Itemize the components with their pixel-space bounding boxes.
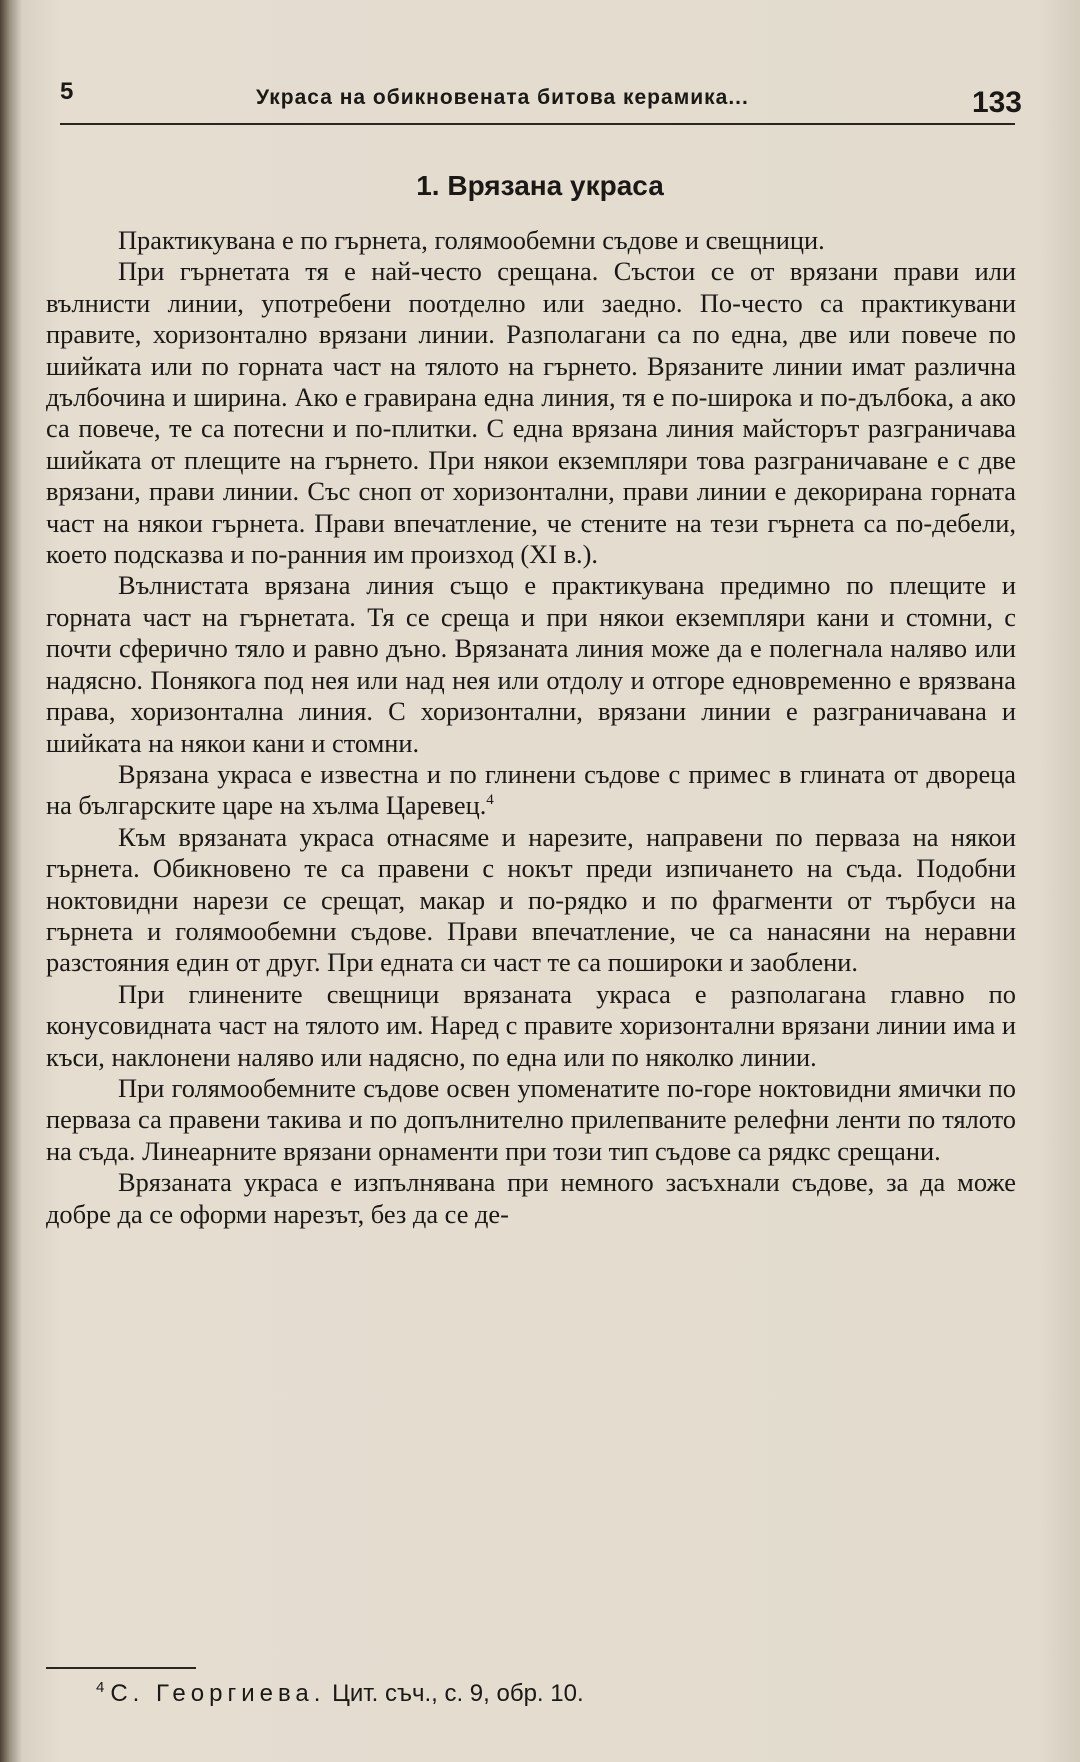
footnote <box>96 1680 584 1708</box>
body-text <box>46 225 1016 1230</box>
footnote-author: С. Георгиева. <box>110 1680 326 1707</box>
paragraph: При гърнетата тя е най-често срещана. Състои се от врязани прави или вълнисти линии, употребени поотделно или заедно. По-често са практикувани правите, хоризонтално врязани линии. Разполагани са по една, две или повече по шийката или по горната част на тялото на гърнето. Врязаните линии имат различна дълбочина и ширина. Ако е гравирана една линия, тя е по-широка и по-дълбока, а ако са повече, те са потесни и по-плитки. С една врязана линия майсторът разграничава шийката от плещите на гърнето. При някои екземпляри това разграничаване е с две врязани, прави линии. Със сноп от хоризонтални, прави линии е декорирана горната част на някои гърнета. Прави впечатление, че стените на тези гърнета са по-дебели, което подсказва и по-ранния им произход (XI в.). <box>46 256 1016 570</box>
paragraph <box>46 759 1016 822</box>
footnote-number: 4 <box>96 1679 105 1696</box>
paragraph: Вълнистата врязана линия също е практикувана предимно по плещите и горната част на гърнетата. Тя се среща и при някои екземпляри кани и стомни, с почти сферично тяло и равно дъно. Врязаната линия може да е полегнала наляво или надясно. Понякога под нея или над нея или отдолу и отгоре едновременно е врязвана права, хоризонтална линия. С хоризонтални, врязани линии е разграничавана и шийката на някои кани и стомни. <box>46 570 1016 758</box>
paragraph: Практикувана е по гърнета, голямообемни съдове и свещници. <box>118 225 825 255</box>
page-number: 133 <box>971 86 1022 119</box>
paragraph: При глинените свещници врязаната украса е разполагана главно по конусовидната част на тялото им. Наред с правите хоризонтални врязани линии има и къси, наклонени наляво или надясно, по една или по няколко линии. <box>46 978 1016 1072</box>
paragraph: Към врязаната украса отнасяме и нарезите, направени по перваза на някои гърнета. Обикновено те са правени с нокът преди изпичането на съда. Подобни ноктовидни нарези се срещат, макар и по-рядко и по фрагменти от търбуси на гърнета и голямообемни съдове. Прави впечатление, че са нанасяни на неравни разстояния един от друг. При едната си част те са поширoки и заоблени. <box>46 821 1016 978</box>
paragraph-text: Врязана украса е известна и по глинени съдове с примес в глината от двореца на българските царе на хълма Царевец. <box>46 758 1016 821</box>
running-title: Украса на обикновената битова керамика... <box>256 86 749 109</box>
section-title: 1. Врязана украса <box>416 170 664 201</box>
paragraph: При голямообемните съдове освен упоменатите по-горе ноктовидни ямички по перваза са правени такива и по допълнително прилепваните релефни ленти по тялото на съда. Линеарните врязани орнаменти при този тип съдове са рядкс срещани. <box>46 1072 1016 1166</box>
running-header <box>60 78 1020 138</box>
footnote-reference: 4 <box>486 792 494 809</box>
footnote-text: Цит. съч., с. 9, обр. 10. <box>332 1680 584 1707</box>
chapter-number: 5 <box>60 78 74 105</box>
paragraph: Врязаната украса е изпълнявана при немного засъхнали съдове, за да може добре да се оформи нарезът, без да се де- <box>46 1167 1016 1229</box>
header-rule <box>60 123 1015 125</box>
footnote-rule <box>46 1667 196 1669</box>
